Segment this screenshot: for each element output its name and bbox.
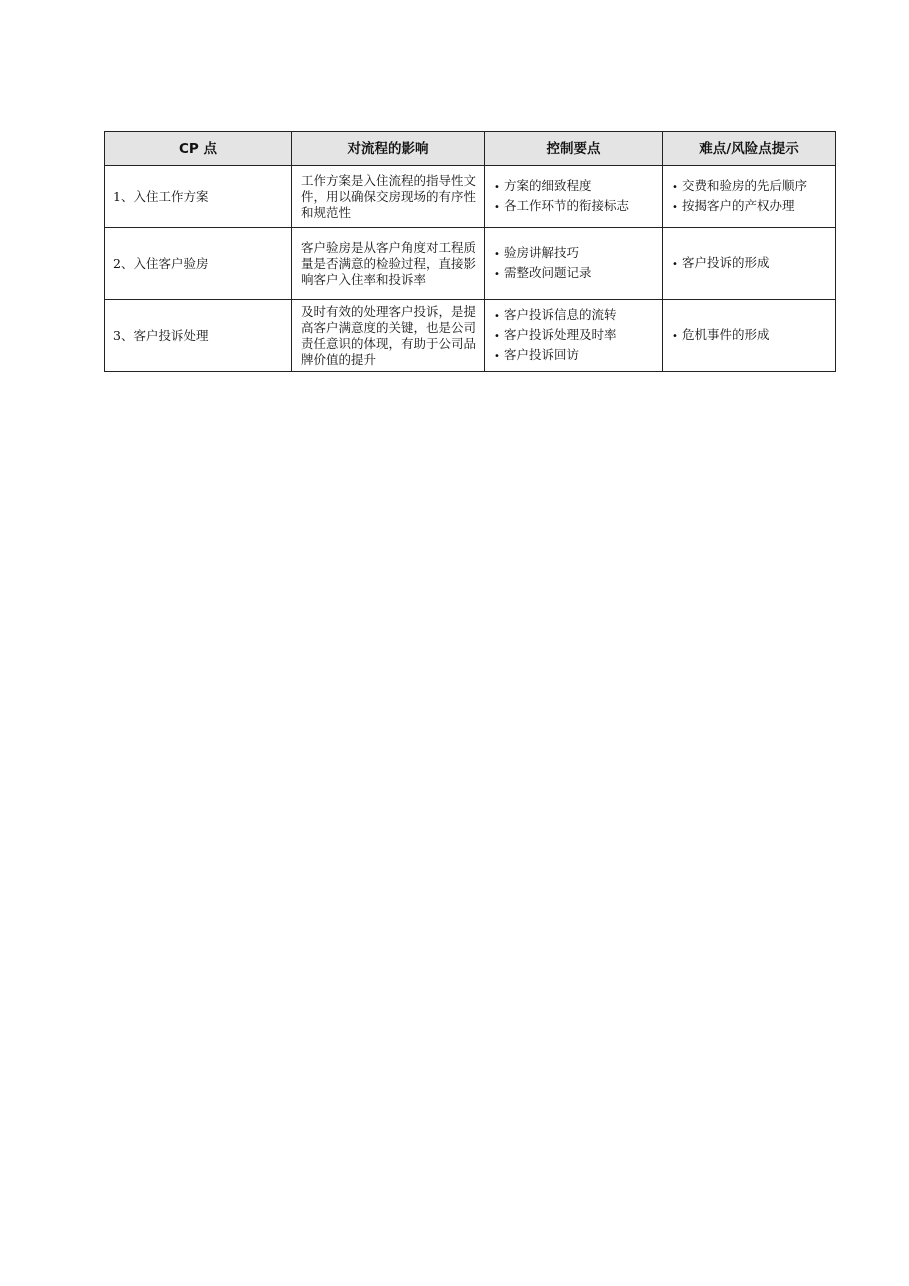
list-item: [492, 327, 655, 345]
risks-cell: [663, 228, 836, 300]
table-row: [105, 166, 836, 228]
cp-cell: 3、客户投诉处理: [105, 300, 292, 372]
list-item: [492, 307, 655, 325]
cp-cell: 1、入住工作方案: [105, 166, 292, 228]
table-row: [105, 228, 836, 300]
controls-cell: [485, 228, 663, 300]
risks-list: [670, 178, 828, 216]
list-item: [492, 347, 655, 365]
header-control-points: 控制要点: [485, 132, 663, 166]
risk-text: 客户投诉的形成: [682, 254, 770, 270]
bullet-icon: •: [494, 268, 500, 280]
header-process-impact: 对流程的影响: [292, 132, 485, 166]
risks-cell: [663, 300, 836, 372]
control-text: 方案的细致程度: [504, 177, 592, 193]
risks-list: [670, 327, 828, 345]
table-header-row: [105, 132, 836, 166]
list-item: [670, 178, 828, 196]
control-text: 需整改问题记录: [504, 264, 592, 280]
list-item: [492, 198, 655, 216]
controls-list: [492, 245, 655, 283]
impact-cell: 工作方案是入住流程的指导性文件，用以确保交房现场的有序性和规范性: [292, 166, 485, 228]
header-risk-hints: 难点/风险点提示: [663, 132, 836, 166]
bullet-icon: •: [494, 181, 500, 193]
risk-text: 按揭客户的产权办理: [682, 197, 795, 213]
bullet-icon: •: [672, 258, 678, 270]
impact-cell: 及时有效的处理客户投诉，是提高客户满意度的关键，也是公司责任意识的体现，有助于公司品牌价值的提升: [292, 300, 485, 372]
list-item: [492, 265, 655, 283]
controls-cell: [485, 166, 663, 228]
list-item: [492, 178, 655, 196]
bullet-icon: •: [494, 330, 500, 342]
bullet-icon: •: [672, 181, 678, 193]
controls-cell: [485, 300, 663, 372]
cp-control-table: [104, 131, 836, 372]
controls-list: [492, 178, 655, 216]
bullet-icon: •: [494, 248, 500, 260]
bullet-icon: •: [672, 330, 678, 342]
bullet-icon: •: [494, 201, 500, 213]
bullet-icon: •: [494, 310, 500, 322]
list-item: [670, 198, 828, 216]
list-item: [670, 255, 828, 273]
bullet-icon: •: [672, 201, 678, 213]
risk-text: 危机事件的形成: [682, 326, 770, 342]
bullet-icon: •: [494, 350, 500, 362]
impact-cell: 客户验房是从客户角度对工程质量是否满意的检验过程，直接影响客户入住率和投诉率: [292, 228, 485, 300]
control-text: 客户投诉回访: [504, 346, 580, 362]
controls-list: [492, 307, 655, 365]
table-row: [105, 300, 836, 372]
control-text: 验房讲解技巧: [504, 244, 580, 260]
header-cp-point: CP 点: [105, 132, 292, 166]
control-text: 客户投诉处理及时率: [504, 326, 617, 342]
list-item: [492, 245, 655, 263]
risks-list: [670, 255, 828, 273]
risks-cell: [663, 166, 836, 228]
cp-cell: 2、入住客户验房: [105, 228, 292, 300]
control-text: 各工作环节的衔接标志: [504, 197, 630, 213]
list-item: [670, 327, 828, 345]
risk-text: 交费和验房的先后顺序: [682, 177, 808, 193]
control-text: 客户投诉信息的流转: [504, 306, 617, 322]
